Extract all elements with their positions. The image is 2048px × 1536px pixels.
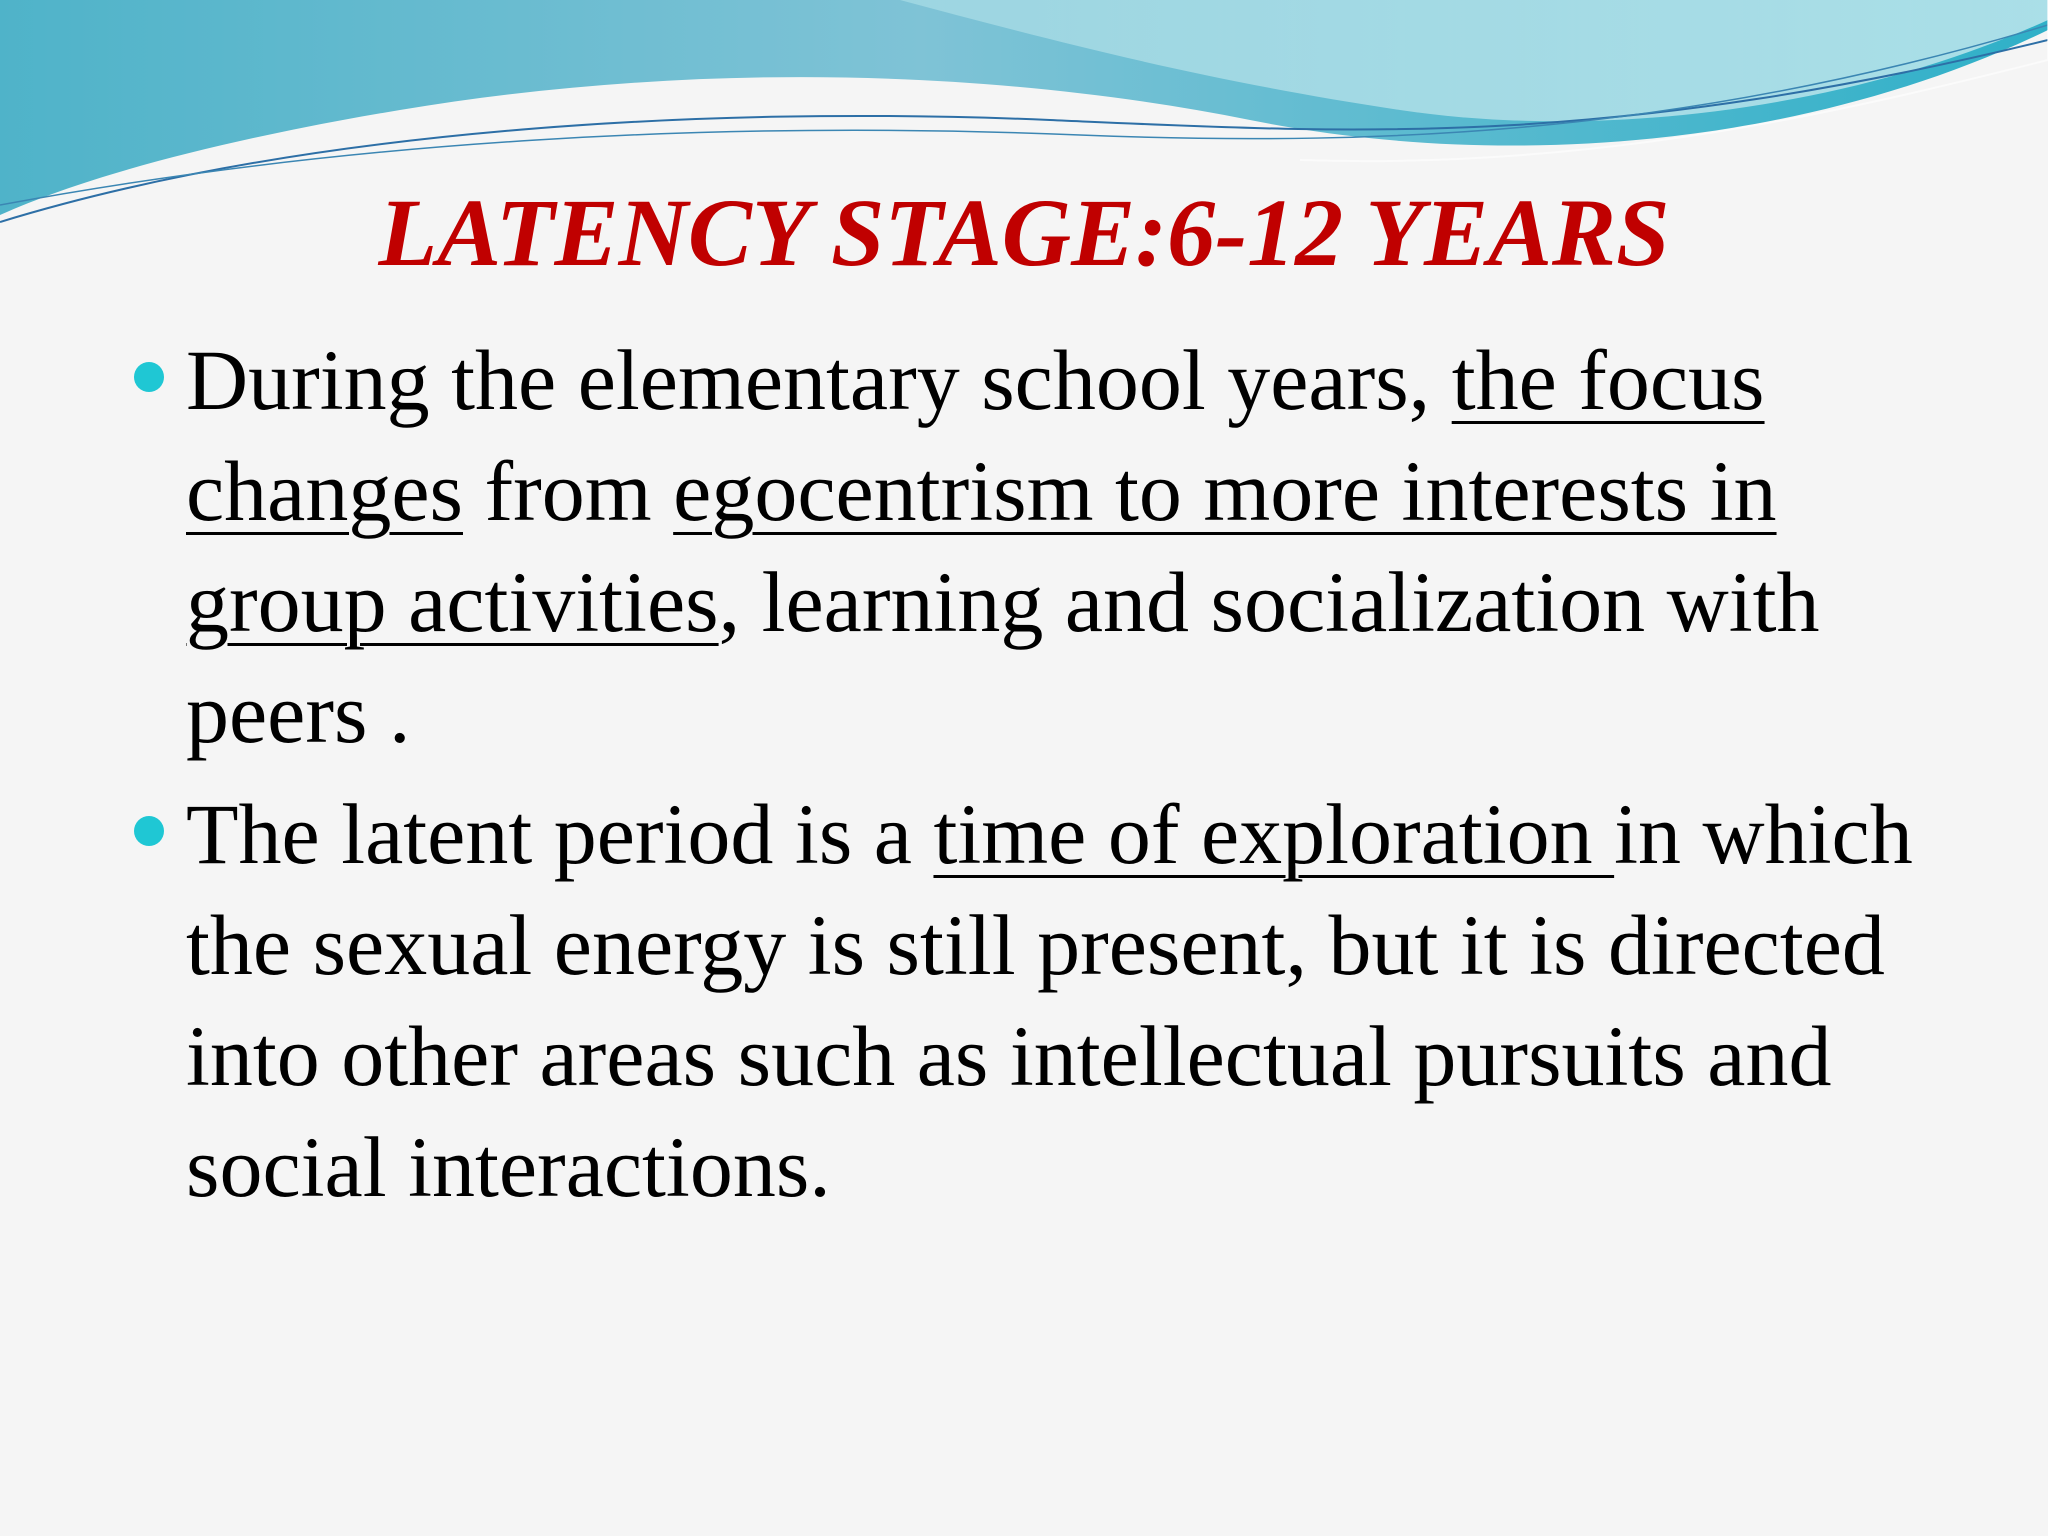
text-segment: During the elementary school years, — [186, 332, 1452, 428]
underlined-text-segment: egocentrism to more interests in group activities — [186, 443, 1777, 650]
bullet-item — [130, 325, 1950, 769]
text-segment: , learning and socialization with peers . — [186, 554, 1820, 761]
underlined-text-segment: the focus changes — [186, 332, 1765, 539]
text-segment: The latent period is a — [186, 786, 934, 882]
bullet-dot-icon — [134, 362, 164, 392]
slide-title: LATENCY STAGE:6-12 YEARS — [378, 179, 1670, 286]
underlined-text-segment: time of exploration — [933, 786, 1615, 882]
text-segment: in which the sexual energy is still present, but it is directed into other areas such as intellectual pursuits and social interactions. — [186, 786, 1913, 1215]
bullet-text — [186, 786, 1913, 1215]
bullet-text — [186, 332, 1820, 761]
bullet-list — [130, 325, 1950, 1233]
bullet-dot-icon — [134, 816, 164, 846]
text-segment: from — [462, 443, 674, 539]
bullet-item — [130, 779, 1950, 1223]
